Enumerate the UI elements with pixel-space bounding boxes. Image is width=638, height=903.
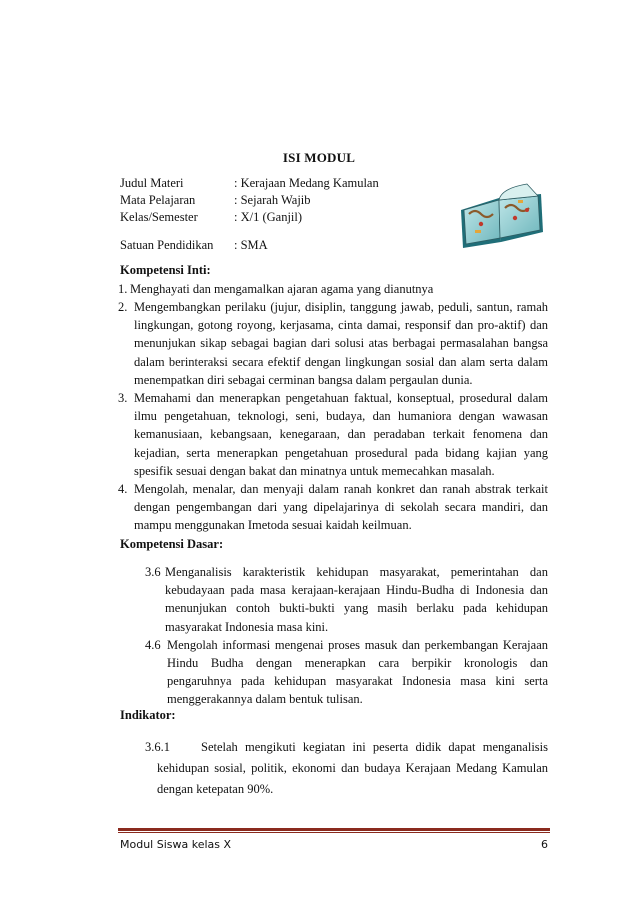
footer-text: Modul Siswa kelas X: [120, 838, 232, 851]
meta-key: Mata Pelajaran: [120, 193, 196, 207]
indikator-list: [145, 737, 548, 800]
list-number: 3.6: [145, 565, 161, 579]
meta-value: : SMA: [234, 238, 268, 252]
list-item: [145, 636, 548, 709]
list-number: 4.6: [145, 637, 161, 652]
list-item: [145, 563, 548, 636]
meta-value: : X/1 (Ganjil): [234, 210, 303, 224]
kompetensi-dasar-list: [145, 563, 548, 709]
list-item: [118, 389, 548, 480]
kompetensi-dasar-heading: Kompetensi Dasar:: [120, 537, 224, 551]
footer-rule: [118, 828, 550, 831]
list-number: 1.: [118, 282, 128, 296]
meta-key: Judul Materi: [120, 176, 184, 190]
open-book-icon: [455, 180, 547, 250]
kompetensi-inti-heading: Kompetensi Inti:: [120, 263, 211, 277]
footer-rule-thin: [118, 832, 550, 833]
list-item: [118, 480, 548, 535]
meta-key: Satuan Pendidikan: [120, 238, 214, 252]
list-text: Mengolah, menalar, dan menyaji dalam ranah konkret dan ranah abstrak terkait dengan pengembangan dari yang dipelajarinya di sekolah secara mandiri, dan mampu menggunakan Imetoda sesuai kaidah keilmuan.: [134, 482, 548, 533]
list-text: Menghayati dan mengamalkan ajaran agama yang dianutnya: [130, 282, 434, 296]
list-item: [145, 737, 548, 800]
list-number: 2.: [118, 300, 128, 314]
meta-value: : Sejarah Wajib: [234, 193, 311, 207]
indikator-heading: Indikator:: [120, 708, 176, 722]
list-number: 3.6.1: [145, 740, 170, 754]
list-item: [118, 280, 548, 298]
list-text: Menganalisis karakteristik kehidupan masyarakat, pemerintahan dan kebudayaan pada masa kerajaan-kerajaan Hindu-Budha di Indonesia dan menunjukan contoh bukti-bukti yang masih berlaku pada kehidupan masyarakat Indonesia masa kini.: [165, 565, 548, 634]
page-number: 6: [541, 838, 548, 851]
kompetensi-inti-list: [118, 280, 548, 535]
list-text: Mengolah informasi mengenai proses masuk dan perkembangan Kerajaan Hindu Budha dengan menerapkan cara berpikir kronologis dan pengaruhnya pada kehidupan masyarakat Indonesia masa kini serta menggerakannya dalam bentuk tulisan.: [167, 637, 548, 707]
list-item: [118, 298, 548, 389]
meta-value: : Kerajaan Medang Kamulan: [234, 176, 379, 190]
list-text: Mengembangkan perilaku (jujur, disiplin, tanggung jawab, peduli, santun, ramah lingkungan, gotong royong, kerjasama, cinta damai, responsif dan pro-aktif) dan menunjukan sikap sebagai bagian dari solusi atas berbagai permasalahan bangsa dalam berinteraksi secara efektif dengan lingkungan sosial dan alam serta dalam menempatkan diri sebagai cerminan bangsa dalam pergaulan dunia.: [134, 300, 548, 387]
list-number: 3.: [118, 391, 128, 406]
list-text: Setelah mengikuti kegiatan ini peserta didik dapat menganalisis kehidupan sosial, politik, ekonomi dan budaya Kerajaan Medang Kamulan dengan ketepatan 90%.: [157, 740, 548, 796]
page-title: ISI MODUL: [282, 150, 356, 165]
meta-key: Kelas/Semester: [120, 210, 198, 224]
list-number: 4.: [118, 482, 128, 497]
list-text: Memahami dan menerapkan pengetahuan faktual, konseptual, prosedural dalam ilmu pengetahuan, teknologi, seni, budaya, dan humaniora dengan wawasan kemanusiaan, kebangsaan, kenegaraan, dan peradaban terkait fenomena dan kejadian, serta menerapkan pengetahuan prosedural pada bidang kajian yang spesifik sesuai dengan bakat dan minatnya untuk memecahkan masalah.: [134, 391, 548, 478]
